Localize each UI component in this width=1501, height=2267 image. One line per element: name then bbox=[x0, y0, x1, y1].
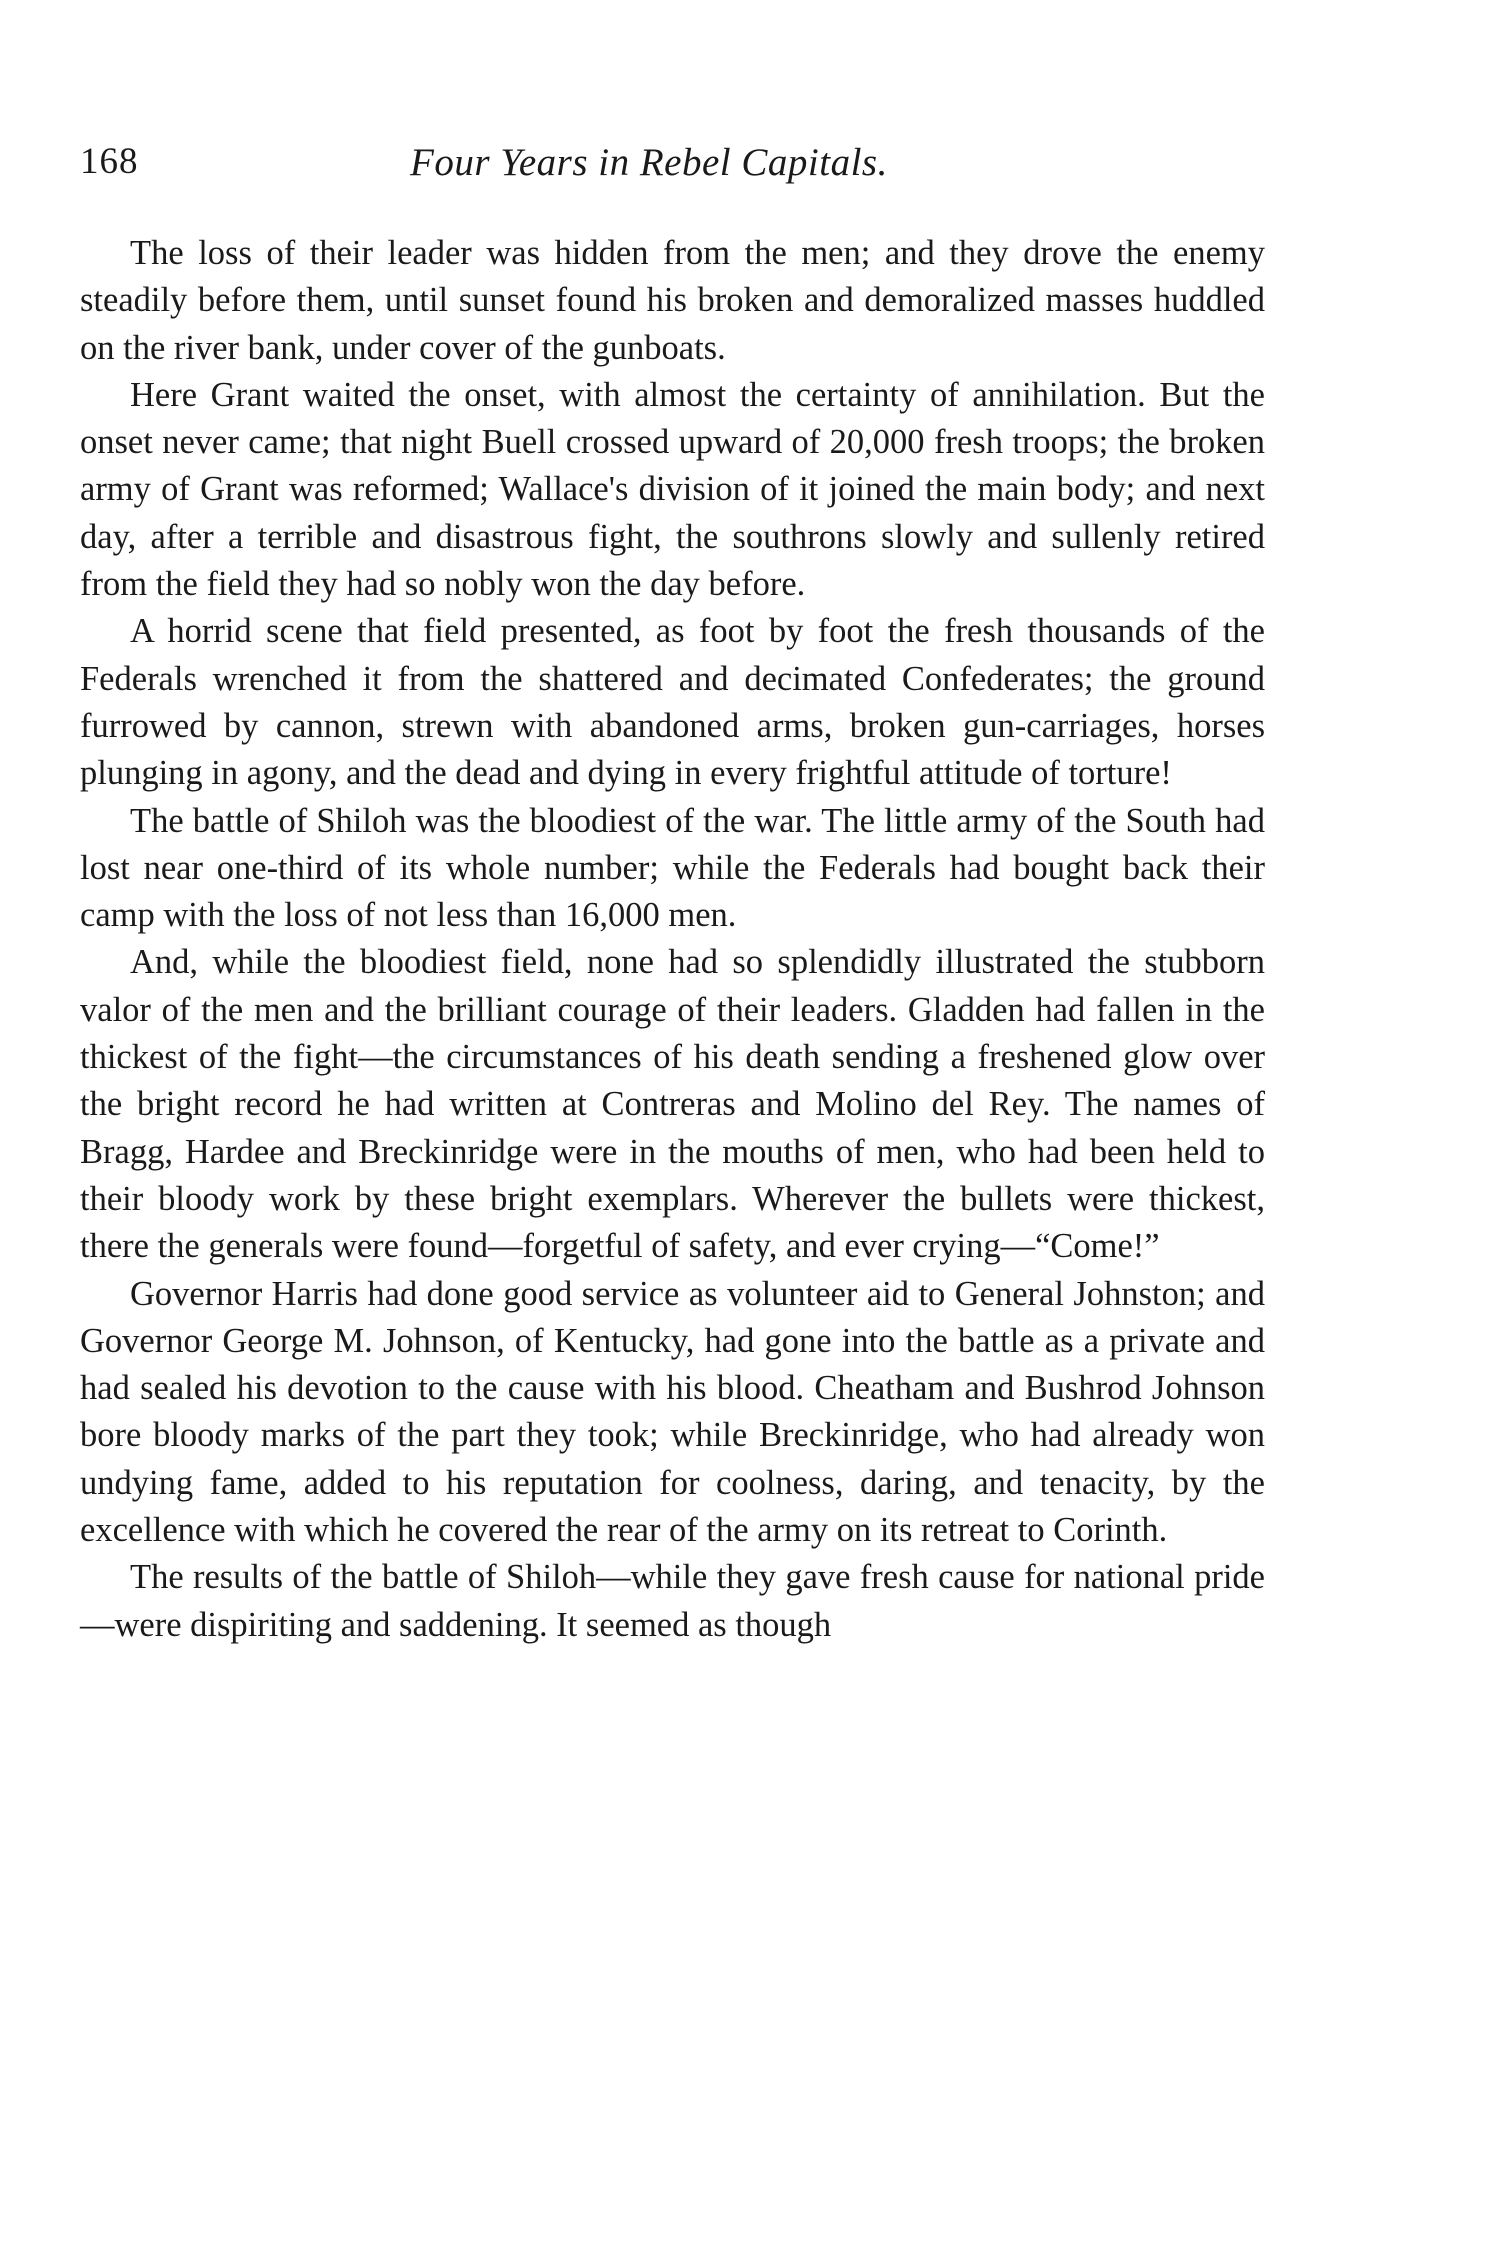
paragraph-5: And, while the bloodiest field, none had so splendidly illustrated the stubborn valor of the men and the brilliant courage of their leaders. Gladden had fallen in the thickest of the fight—the circumstances of his death sending a freshened glow over the bright record he had written at Contreras and Molino del Rey. The names of Bragg, Hardee and Breckinridge were in the mouths of men, who had been held to their bloody work by these bright exemplars. Wherever the bullets were thickest, there the generals were found—forgetful of safety, and ever crying—“Come!” bbox=[80, 943, 1265, 1266]
paragraph-7: The results of the battle of Shiloh—while they gave fresh cause for national pride—were dispiriting and saddening. It seemed as though bbox=[80, 1558, 1265, 1644]
paragraph-1: The loss of their leader was hidden from the men; and they drove the enemy steadily before them, until sunset found his broken and demoralized masses huddled on the river bank, under cover of the gunboats. bbox=[80, 234, 1265, 367]
running-head bbox=[80, 140, 1265, 200]
running-title: Four Years in Rebel Capitals. bbox=[410, 141, 888, 184]
paragraph-2: Here Grant waited the onset, with almost the certainty of annihilation. But the onset never came; that night Buell crossed upward of 20,000 fresh troops; the broken army of Grant was reformed; Wallace's division of it joined the main body; and next day, after a terrible and disastrous fight, the southrons slowly and sullenly retired from the field they had so nobly won the day before. bbox=[80, 375, 1265, 604]
paragraph-4: The battle of Shiloh was the bloodiest of the war. The little army of the South had lost near one-third of its whole number; while the Federals had bought back their camp with the loss of not less than 16,000 men. bbox=[80, 801, 1265, 935]
book-page bbox=[80, 140, 1265, 1649]
paragraph-3: A horrid scene that field presented, as foot by foot the fresh thousands of the Federals wrenched it from the shattered and decimated Confederates; the ground furrowed by cannon, strewn with abandoned arms, broken gun-carriages, horses plunging in agony, and the dead and dying in every frightful attitude of torture! bbox=[80, 612, 1265, 793]
paragraph-6: Governor Harris had done good service as volunteer aid to General Johnston; and Governor George M. Johnson, of Kentucky, had gone into the battle as a private and had sealed his devotion to the cause with his blood. Cheatham and Bushrod Johnson bore bloody marks of the part they took; while Breckinridge, who had already won undying fame, added to his reputation for coolness, daring, and tenacity, by the excellence with which he covered the rear of the army on its retreat to Corinth. bbox=[80, 1274, 1265, 1550]
page-number: 168 bbox=[80, 141, 139, 182]
body-text bbox=[80, 230, 1265, 1649]
